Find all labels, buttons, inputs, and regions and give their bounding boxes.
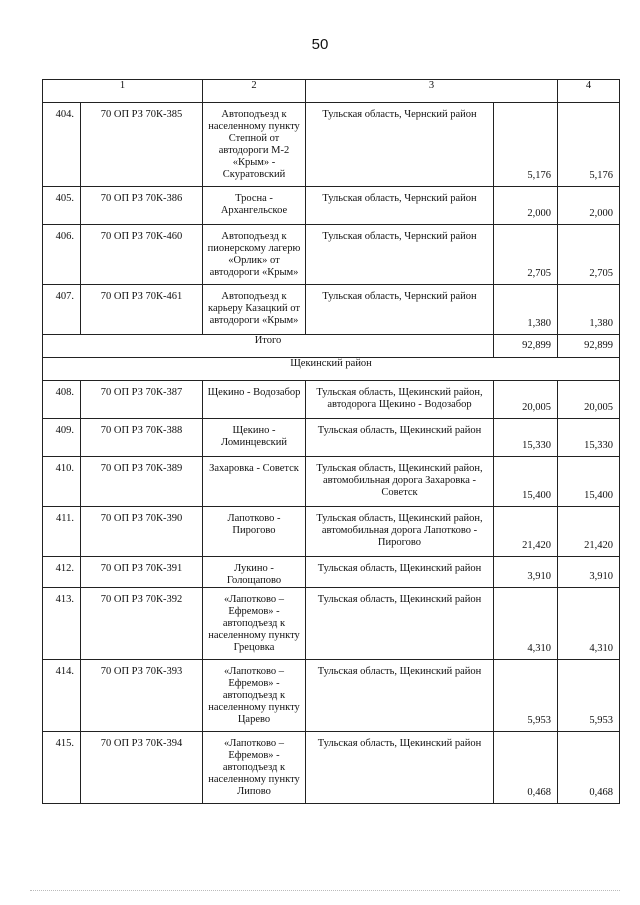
road-name: Захаровка - Советск — [203, 457, 306, 507]
road-length-total: 0,468 — [558, 732, 620, 804]
road-location: Тульская область, Чернский район — [306, 187, 494, 225]
road-code: 70 ОП РЗ 70К-392 — [81, 588, 203, 660]
table-row — [43, 507, 620, 557]
road-length-total: 20,005 — [558, 381, 620, 419]
road-length-total: 5,176 — [558, 103, 620, 187]
road-location: Тульская область, Щекинский район — [306, 732, 494, 804]
row-number: 415. — [43, 732, 81, 804]
road-length-total: 15,330 — [558, 419, 620, 457]
road-length: 4,310 — [494, 588, 558, 660]
row-number: 406. — [43, 225, 81, 285]
road-code: 70 ОП РЗ 70К-385 — [81, 103, 203, 187]
road-code: 70 ОП РЗ 70К-390 — [81, 507, 203, 557]
road-location: Тульская область, Щекинский район — [306, 588, 494, 660]
road-code: 70 ОП РЗ 70К-461 — [81, 285, 203, 335]
road-location: Тульская область, Щекинский район — [306, 660, 494, 732]
road-code: 70 ОП РЗ 70К-394 — [81, 732, 203, 804]
subtotal-length: 92,899 — [494, 335, 558, 358]
page-number: 50 — [311, 36, 329, 53]
table-row — [43, 225, 620, 285]
road-length: 21,420 — [494, 507, 558, 557]
column-header-3: 3 — [306, 80, 558, 103]
road-code: 70 ОП РЗ 70К-389 — [81, 457, 203, 507]
road-length-total: 2,705 — [558, 225, 620, 285]
row-number: 408. — [43, 381, 81, 419]
table-row — [43, 285, 620, 335]
row-number: 414. — [43, 660, 81, 732]
road-length: 20,005 — [494, 381, 558, 419]
row-number: 413. — [43, 588, 81, 660]
road-length-total: 21,420 — [558, 507, 620, 557]
road-length: 15,330 — [494, 419, 558, 457]
roads-table — [42, 79, 620, 804]
row-number: 405. — [43, 187, 81, 225]
table-row — [43, 187, 620, 225]
road-location: Тульская область, Чернский район — [306, 285, 494, 335]
road-length-total: 5,953 — [558, 660, 620, 732]
row-number: 409. — [43, 419, 81, 457]
table-row — [43, 103, 620, 187]
road-code: 70 ОП РЗ 70К-393 — [81, 660, 203, 732]
road-length-total: 4,310 — [558, 588, 620, 660]
road-location: Тульская область, Щекинский район — [306, 557, 494, 588]
road-code: 70 ОП РЗ 70К-386 — [81, 187, 203, 225]
road-location: Тульская область, Щекинский район — [306, 419, 494, 457]
road-length-total: 15,400 — [558, 457, 620, 507]
subtotal-total: 92,899 — [558, 335, 620, 358]
road-length: 0,468 — [494, 732, 558, 804]
row-number: 407. — [43, 285, 81, 335]
road-length: 2,705 — [494, 225, 558, 285]
road-name: Автоподъезд к пионерскому лагерю «Орлик» от автодороги «Крым» — [203, 225, 306, 285]
table-header-row — [43, 80, 620, 103]
road-name: Лапотково - Пирогово — [203, 507, 306, 557]
road-length: 2,000 — [494, 187, 558, 225]
road-code: 70 ОП РЗ 70К-388 — [81, 419, 203, 457]
road-length: 1,380 — [494, 285, 558, 335]
row-number: 410. — [43, 457, 81, 507]
road-location: Тульская область, Чернский район — [306, 103, 494, 187]
road-name: Лукино - Голощапово — [203, 557, 306, 588]
road-length-total: 2,000 — [558, 187, 620, 225]
road-name: Автоподъезд к населенному пункту Степной от автодороги М-2 «Крым» - Скуратовский — [203, 103, 306, 187]
subtotal-label: Итого — [43, 335, 494, 358]
table-row — [43, 381, 620, 419]
road-length-total: 3,910 — [558, 557, 620, 588]
road-location: Тульская область, Чернский район — [306, 225, 494, 285]
road-location: Тульская область, Щекинский район, автомобильная дорога Захаровка - Советск — [306, 457, 494, 507]
section-row — [43, 358, 620, 381]
road-name: «Лапотково – Ефремов» - автоподъезд к населенному пункту Царево — [203, 660, 306, 732]
road-code: 70 ОП РЗ 70К-460 — [81, 225, 203, 285]
table-row — [43, 660, 620, 732]
road-length-total: 1,380 — [558, 285, 620, 335]
scan-artifact-line — [30, 890, 620, 892]
column-header-1: 1 — [43, 80, 203, 103]
road-location: Тульская область, Щекинский район, автомобильная дорога Лапотково - Пирогово — [306, 507, 494, 557]
section-title: Щекинский район — [43, 358, 620, 381]
road-location: Тульская область, Щекинский район, автодорога Щекино - Водозабор — [306, 381, 494, 419]
road-name: Автоподъезд к карьеру Казацкий от автодороги «Крым» — [203, 285, 306, 335]
road-name: «Лапотково – Ефремов» - автоподъезд к населенному пункту Липово — [203, 732, 306, 804]
road-name: Щекино - Ломинцевский — [203, 419, 306, 457]
table-row — [43, 557, 620, 588]
row-number: 411. — [43, 507, 81, 557]
road-length: 5,176 — [494, 103, 558, 187]
table-row — [43, 419, 620, 457]
road-code: 70 ОП РЗ 70К-391 — [81, 557, 203, 588]
table-row — [43, 457, 620, 507]
road-name: Щекино - Водозабор — [203, 381, 306, 419]
row-number: 404. — [43, 103, 81, 187]
row-number: 412. — [43, 557, 81, 588]
road-name: «Лапотково – Ефремов» - автоподъезд к населенному пункту Грецовка — [203, 588, 306, 660]
column-header-4: 4 — [558, 80, 620, 103]
road-name: Тросна - Архангельское — [203, 187, 306, 225]
column-header-2: 2 — [203, 80, 306, 103]
road-code: 70 ОП РЗ 70К-387 — [81, 381, 203, 419]
road-length: 3,910 — [494, 557, 558, 588]
road-length: 15,400 — [494, 457, 558, 507]
table-row — [43, 732, 620, 804]
subtotal-row — [43, 335, 620, 358]
table-row — [43, 588, 620, 660]
road-length: 5,953 — [494, 660, 558, 732]
